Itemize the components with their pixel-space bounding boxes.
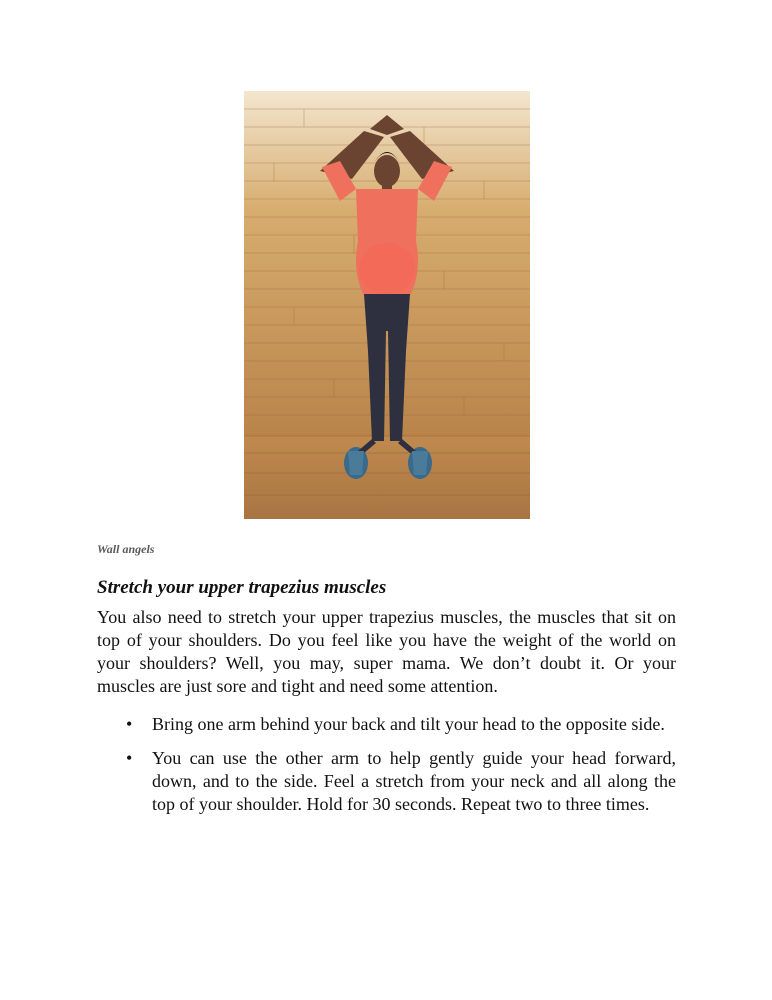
bullet-marker: • <box>126 714 133 734</box>
list-item-text: Bring one arm behind your back and tilt your head to the opposite side. <box>152 714 665 734</box>
section-heading: Stretch your upper trapezius muscles <box>97 577 387 598</box>
figure-caption: Wall angels <box>97 542 155 556</box>
list-item-text: You can use the other arm to help gently guide your head forward, down, and to the side. Feel a stretch from your neck and all along the top of your shoulder. Hold for 30 seconds. Repeat two to three times. <box>152 748 676 814</box>
instruction-list <box>97 713 676 827</box>
wood-floor <box>244 436 530 519</box>
list-item <box>97 747 676 816</box>
list-item <box>97 713 676 736</box>
wall-angels-illustration <box>244 91 530 519</box>
wall-angels-photo <box>244 91 530 519</box>
bullet-marker: • <box>126 748 133 768</box>
body-paragraph: You also need to stretch your upper trapezius muscles, the muscles that sit on top of your shoulders. Do you feel like you have the weight of the world on your shoulders? Well, you may, super mama. We don’t doubt it. Or your muscles are just sore and tight and need some attention. <box>97 607 676 696</box>
